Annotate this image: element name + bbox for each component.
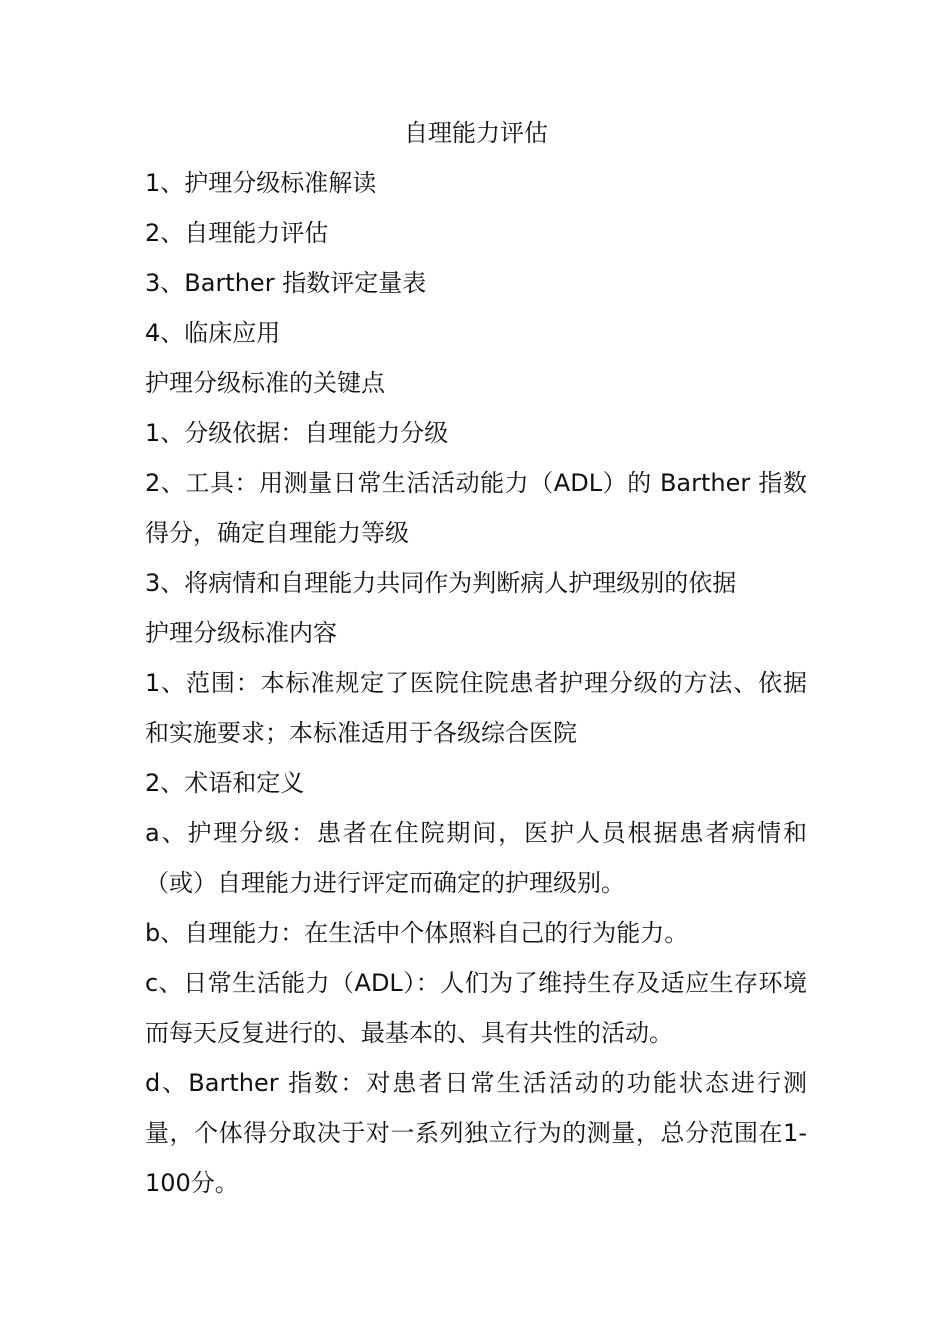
definition-d: d、Barther 指数：对患者日常生活活动的功能状态进行测量，个体得分取决于对一系列独立行为的测量，总分范围在1-100分。 xyxy=(145,1069,807,1197)
content-scope: 1、范围：本标准规定了医院住院患者护理分级的方法、依据和实施要求；本标准适用于各级综合医院 xyxy=(145,669,807,747)
definition-a: a、护理分级：患者在住院期间，医护人员根据患者病情和（或）自理能力进行评定而确定的护理级别。 xyxy=(145,819,807,897)
toc-item-4: 4、临床应用 xyxy=(145,319,281,347)
definition-c: c、日常生活能力（ADL）：人们为了维持生存及适应生存环境而每天反复进行的、最基本的、具有共性的活动。 xyxy=(145,969,807,1047)
toc-item-2: 2、自理能力评估 xyxy=(145,219,329,247)
key-point-3: 3、将病情和自理能力共同作为判断病人护理级别的依据 xyxy=(145,569,737,597)
document-body xyxy=(145,108,807,1208)
toc-item-1: 1、护理分级标准解读 xyxy=(145,169,377,197)
section-heading-content: 护理分级标准内容 xyxy=(145,619,337,647)
key-point-2: 2、工具：用测量日常生活活动能力（ADL）的 Barther 指数得分，确定自理能力等级 xyxy=(145,469,807,547)
toc-item-3: 3、Barther 指数评定量表 xyxy=(145,269,427,297)
document-title: 自理能力评估 xyxy=(404,119,548,147)
content-terms-heading: 2、术语和定义 xyxy=(145,769,305,797)
key-point-1: 1、分级依据：自理能力分级 xyxy=(145,419,449,447)
section-heading-key-points: 护理分级标准的关键点 xyxy=(145,369,385,397)
definition-b: b、自理能力：在生活中个体照料自己的行为能力。 xyxy=(145,919,689,947)
